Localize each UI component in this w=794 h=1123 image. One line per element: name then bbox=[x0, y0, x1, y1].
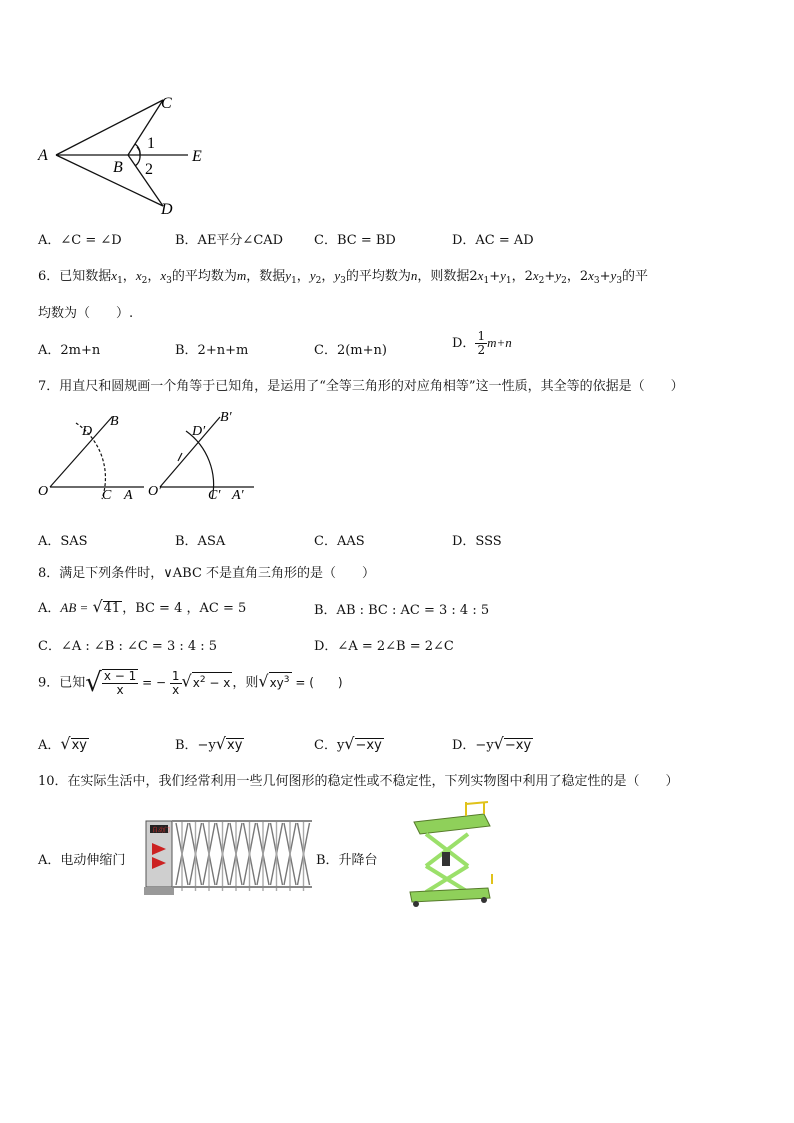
q6-stem: 6．已知数据$x_1$，$x_2$，$x_3$的平均数为m，数据$y_1$，$y_2$，$y_3$的平均数为n，则数据$2x_1+y_1$，$2x_2+y_2$，$2x_3+y_3$的平 bbox=[38, 268, 649, 286]
q8-option-b: B．AB : BC : AC = 3 : 4 : 5 bbox=[314, 603, 490, 618]
q6-option-c: C．2(m+n) bbox=[314, 343, 387, 358]
q5-option-a: A．∠C = ∠D bbox=[38, 233, 122, 248]
q8-radical-41: 41 bbox=[103, 601, 121, 616]
q6-option-d-tail: m+n bbox=[487, 335, 512, 350]
q9-prefix: 9．已知 bbox=[38, 675, 86, 691]
q10-option-b: B．升降台 bbox=[316, 853, 378, 868]
q9-option-c: C．y√−xy bbox=[314, 734, 382, 753]
q6-mid4: ，则数据 bbox=[417, 269, 470, 284]
q5-label-e: E bbox=[192, 148, 202, 165]
q8-option-c: C．∠A : ∠B : ∠C = 3 : 4 : 5 bbox=[38, 639, 218, 654]
telescopic-gate-image bbox=[144, 815, 314, 900]
q6-option-d-prefix: D． bbox=[452, 336, 476, 351]
gate-sign-text: 自动门 bbox=[152, 827, 171, 834]
q6-prefix: 6．已知数据 bbox=[38, 269, 112, 284]
q9-then: ，则 bbox=[232, 675, 259, 691]
q6-var-m: m bbox=[236, 268, 247, 283]
q6-suffix: 的平 bbox=[622, 269, 649, 284]
q8-option-d: D．∠A = 2∠B = 2∠C bbox=[314, 639, 454, 654]
q7-left-label-o: O bbox=[38, 484, 49, 499]
q9-stem: 9．已知√ $\frac{x - 1}{x}$ = − $\frac{1}{x}$ $√x^2 - x$ ，则$√xy^3$ = ( ) bbox=[38, 668, 343, 698]
q5-label-a: A bbox=[38, 147, 48, 164]
q6-mid3: 的平均数为 bbox=[345, 269, 411, 284]
q9-option-a: A．√xy bbox=[38, 734, 87, 753]
q7-right-label-d: D′ bbox=[192, 424, 206, 439]
q7-right-label-o: O′ bbox=[148, 484, 162, 499]
q5-option-d: D．AC = AD bbox=[452, 233, 534, 248]
q7-right-label-c: C′ bbox=[208, 488, 221, 503]
q5-label-d: D bbox=[161, 201, 173, 218]
q7-left-label-a: A bbox=[124, 488, 133, 503]
lift-platform-image bbox=[404, 800, 496, 910]
q5-option-b: B．AE平分∠CAD bbox=[175, 233, 284, 248]
q10-option-a: A．电动伸缩门 bbox=[38, 853, 126, 868]
q5-option-c: C．BC = BD bbox=[314, 233, 396, 248]
q5-label-b: B bbox=[113, 159, 123, 176]
q6-option-a: A．2m+n bbox=[38, 343, 101, 358]
q5-figure bbox=[30, 88, 220, 218]
q7-figure bbox=[36, 405, 266, 505]
q5-label-1: 1 bbox=[147, 135, 155, 152]
q7-stem: 7．用直尺和圆规画一个角等于已知角，是运用了“全等三角形的对应角相等”这一性质，其全等的依据是（ ） bbox=[38, 379, 684, 394]
q9-option-d: D．−y√−xy bbox=[452, 734, 532, 753]
q6-mid1: 的平均数为 bbox=[171, 269, 237, 284]
q9-tail: = ( ) bbox=[291, 675, 343, 690]
q7-right-label-b: B′ bbox=[220, 410, 232, 425]
q7-left-label-c: C bbox=[102, 488, 112, 503]
q7-option-c: C．AAS bbox=[314, 534, 365, 549]
q7-option-a: A．SAS bbox=[38, 534, 88, 549]
q10-stem: 10．在实际生活中，我们经常利用一些几何图形的稳定性或不稳定性，下列实物图中利用了稳定性的是（ ） bbox=[38, 774, 679, 789]
q6-option-b: B．2+n+m bbox=[175, 343, 249, 358]
gate-lattice bbox=[176, 821, 310, 891]
q5-label-2: 2 bbox=[145, 161, 153, 178]
q6-var-n: n bbox=[410, 268, 418, 283]
q5-label-c: C bbox=[161, 95, 172, 112]
q7-left-label-b: B bbox=[110, 414, 119, 429]
q9-radical-3: $xy^3$ bbox=[269, 672, 292, 690]
q6-option-d bbox=[452, 330, 512, 357]
q7-option-d: D．SSS bbox=[452, 534, 502, 549]
q8-stem: 8．满足下列条件时，∨ABC 不是直角三角形的是（ ） bbox=[38, 566, 376, 581]
q6-option-d-fraction: $\frac{1}{2}$ bbox=[477, 329, 486, 357]
q6-stem-line2: 均数为（ ）. bbox=[38, 306, 134, 321]
q7-left-label-d: D bbox=[82, 424, 93, 439]
q7-option-b: B．ASA bbox=[175, 534, 226, 549]
q9-fraction: $\frac{x - 1}{x}$ bbox=[103, 669, 137, 697]
q9-coef: $\frac{1}{x}$ bbox=[171, 668, 180, 697]
q9-option-b: B．−y√xy bbox=[175, 734, 243, 753]
q8-option-a: A．AB = √41 ，BC = 4 ，AC = 5 bbox=[38, 597, 247, 616]
q9-eq: = − bbox=[142, 675, 167, 690]
q6-mid2: ，数据 bbox=[246, 269, 286, 284]
q7-right-label-a: A′ bbox=[232, 488, 244, 503]
q9-radical-2: $x^2 - x$ bbox=[192, 672, 233, 690]
